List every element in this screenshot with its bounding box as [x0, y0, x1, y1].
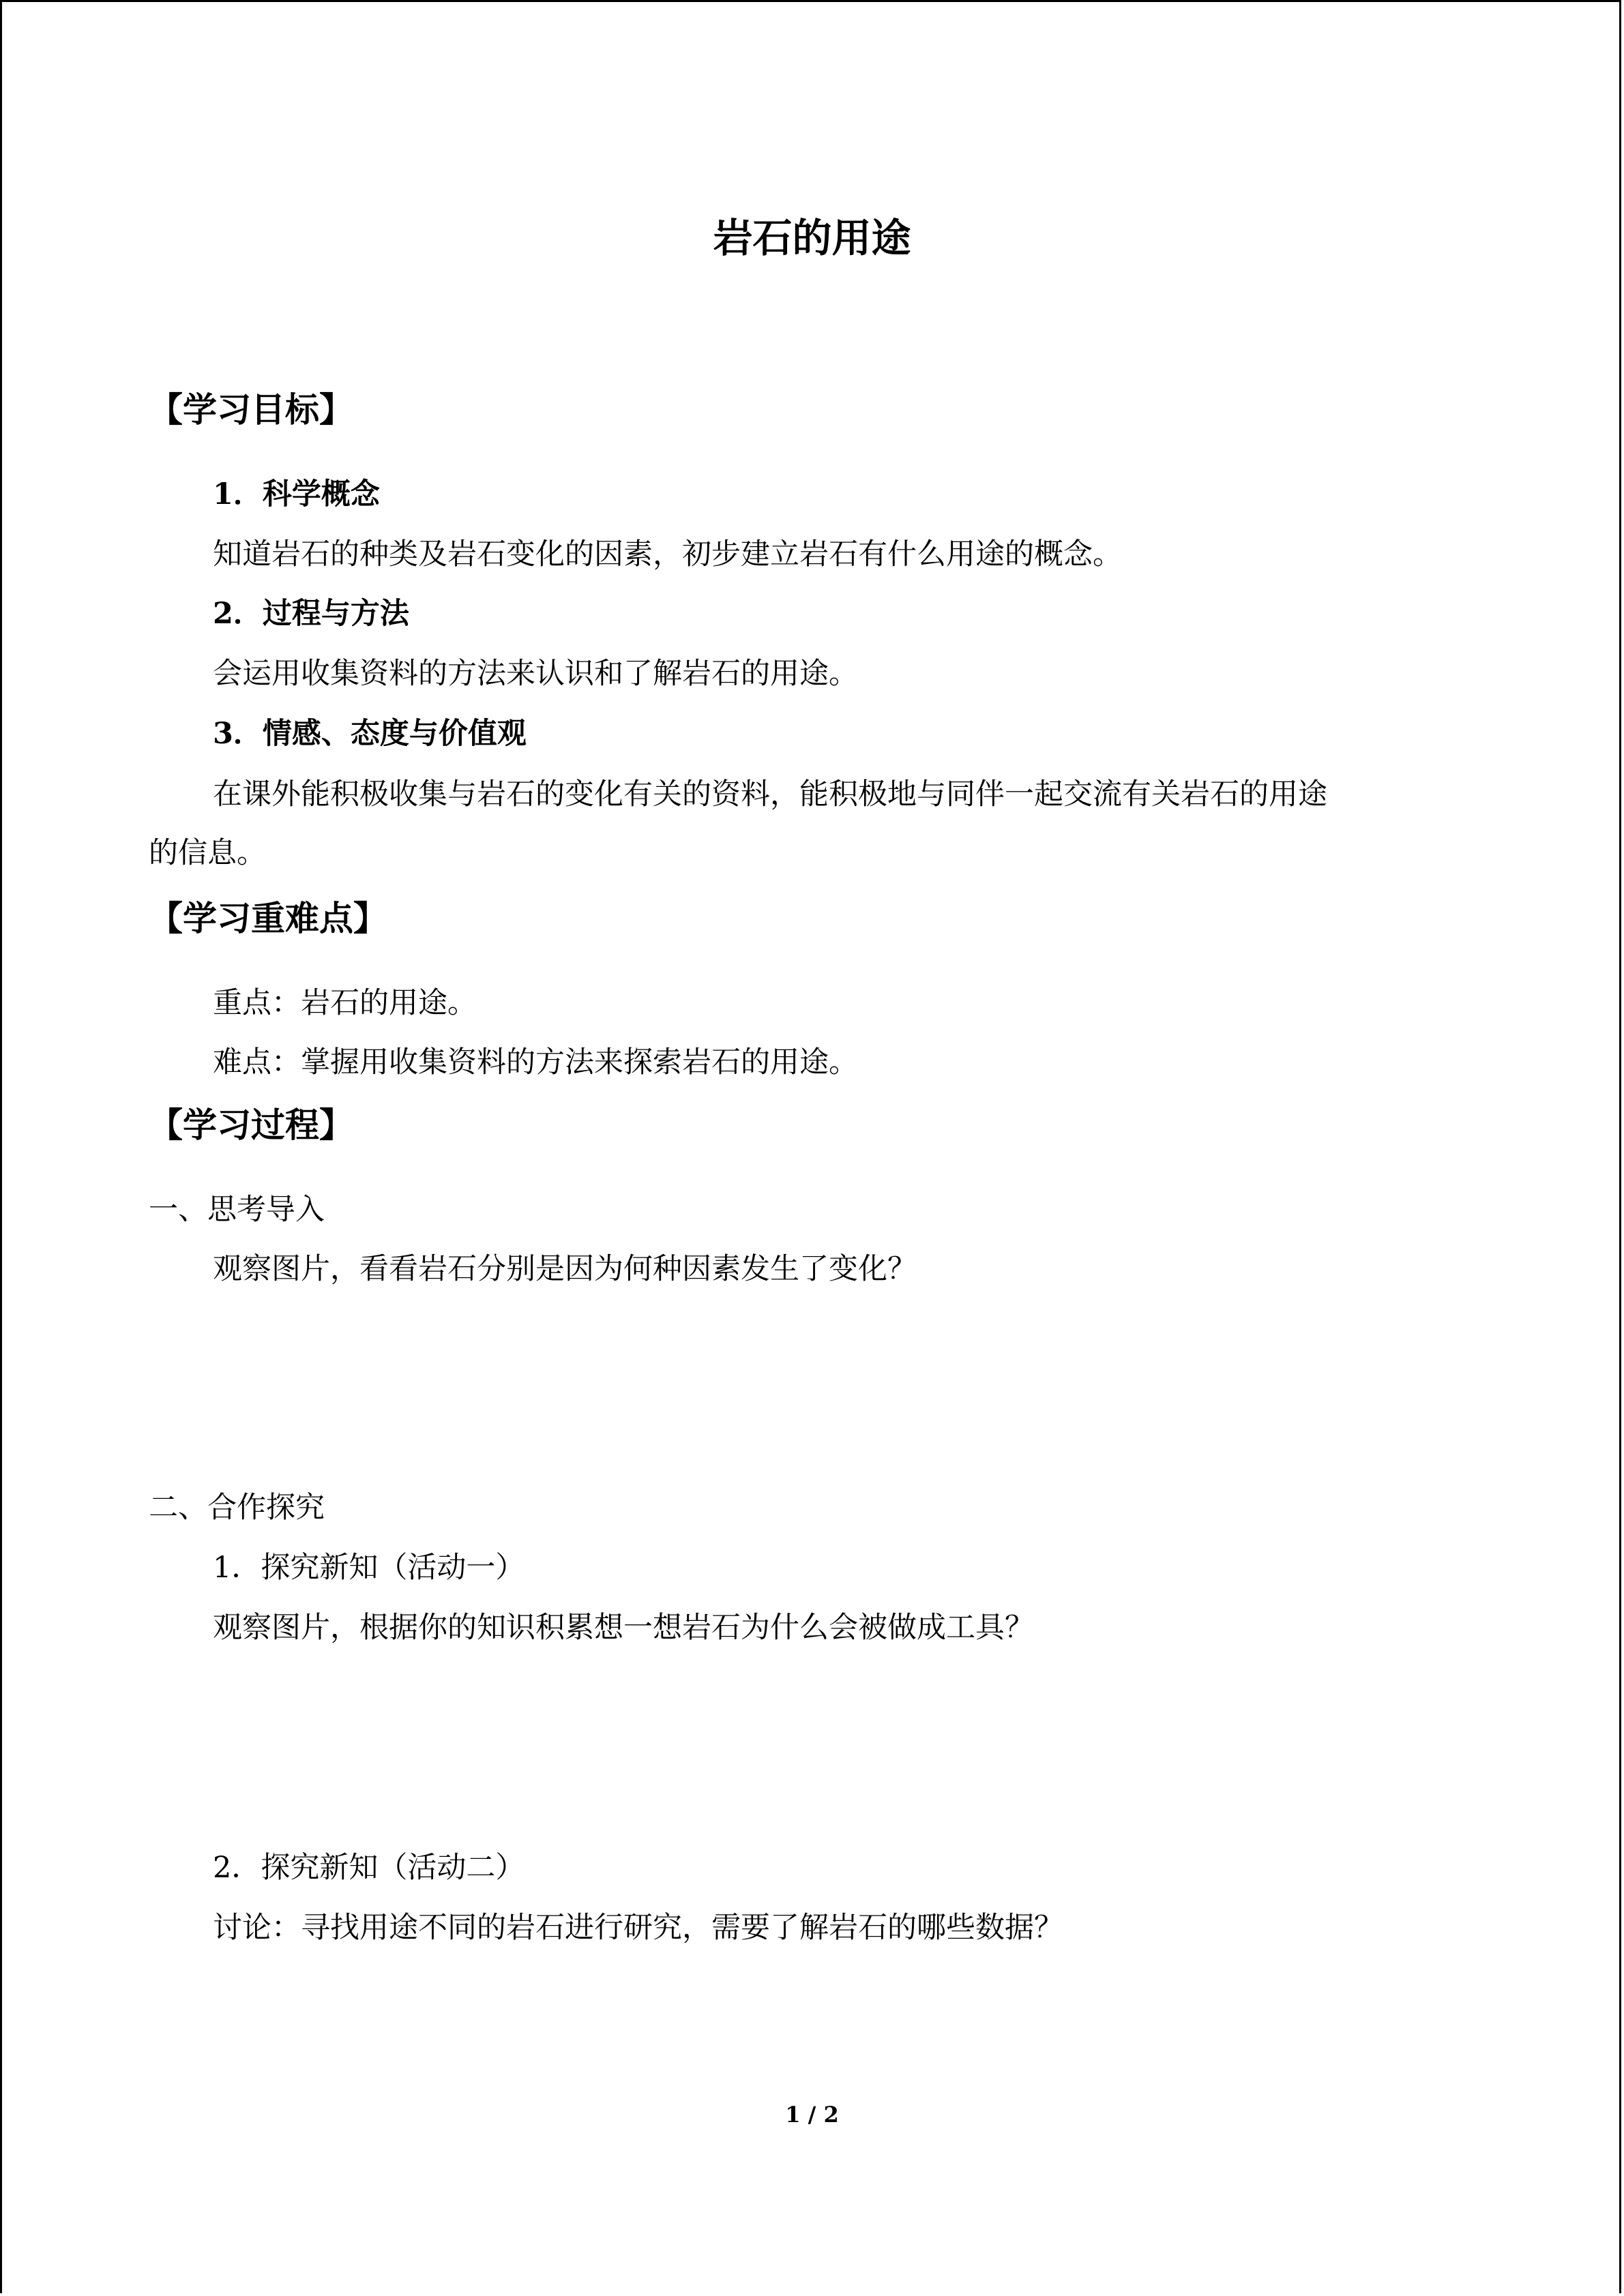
key-point-difficulty: 难点：掌握用收集资料的方法来探索岩石的用途。: [213, 1045, 858, 1079]
key-point-focus: 重点：岩石的用途。: [213, 986, 477, 1020]
activity-2-text: 讨论：寻找用途不同的岩石进行研究，需要了解岩石的哪些数据？: [213, 1911, 1063, 1945]
process-part-2-heading: 二、合作探究: [149, 1491, 325, 1525]
section-heading-key-points: 【学习重难点】: [149, 898, 387, 938]
goal-item-3-heading: 3．情感、态度与价值观: [213, 717, 527, 751]
goal-item-2-text: 会运用收集资料的方法来认识和了解岩石的用途。: [213, 657, 858, 691]
section-heading-goals: 【学习目标】: [149, 389, 353, 430]
page-number: 1 / 2: [785, 2102, 839, 2128]
page-title: 岩石的用途: [713, 215, 911, 261]
goal-item-3-text-line2: 的信息。: [149, 836, 266, 870]
activity-1-text: 观察图片，根据你的知识积累想一想岩石为什么会被做成工具？: [213, 1611, 1034, 1645]
goal-item-1-heading: 1．科学概念: [213, 477, 380, 511]
goal-item-2-heading: 2．过程与方法: [213, 597, 409, 631]
goal-item-3-text-line1: 在课外能积极收集与岩石的变化有关的资料，能积极地与同伴一起交流有关岩石的用途: [213, 777, 1327, 811]
activity-1-heading: 1．探究新知（活动一）: [213, 1551, 525, 1585]
activity-2-heading: 2．探究新知（活动二）: [213, 1851, 525, 1885]
section-heading-process: 【学习过程】: [149, 1105, 353, 1145]
process-part-1-text: 观察图片，看看岩石分别是因为何种因素发生了变化？: [213, 1252, 917, 1286]
process-part-1-heading: 一、思考导入: [149, 1193, 325, 1227]
goal-item-1-text: 知道岩石的种类及岩石变化的因素，初步建立岩石有什么用途的概念。: [213, 537, 1122, 571]
